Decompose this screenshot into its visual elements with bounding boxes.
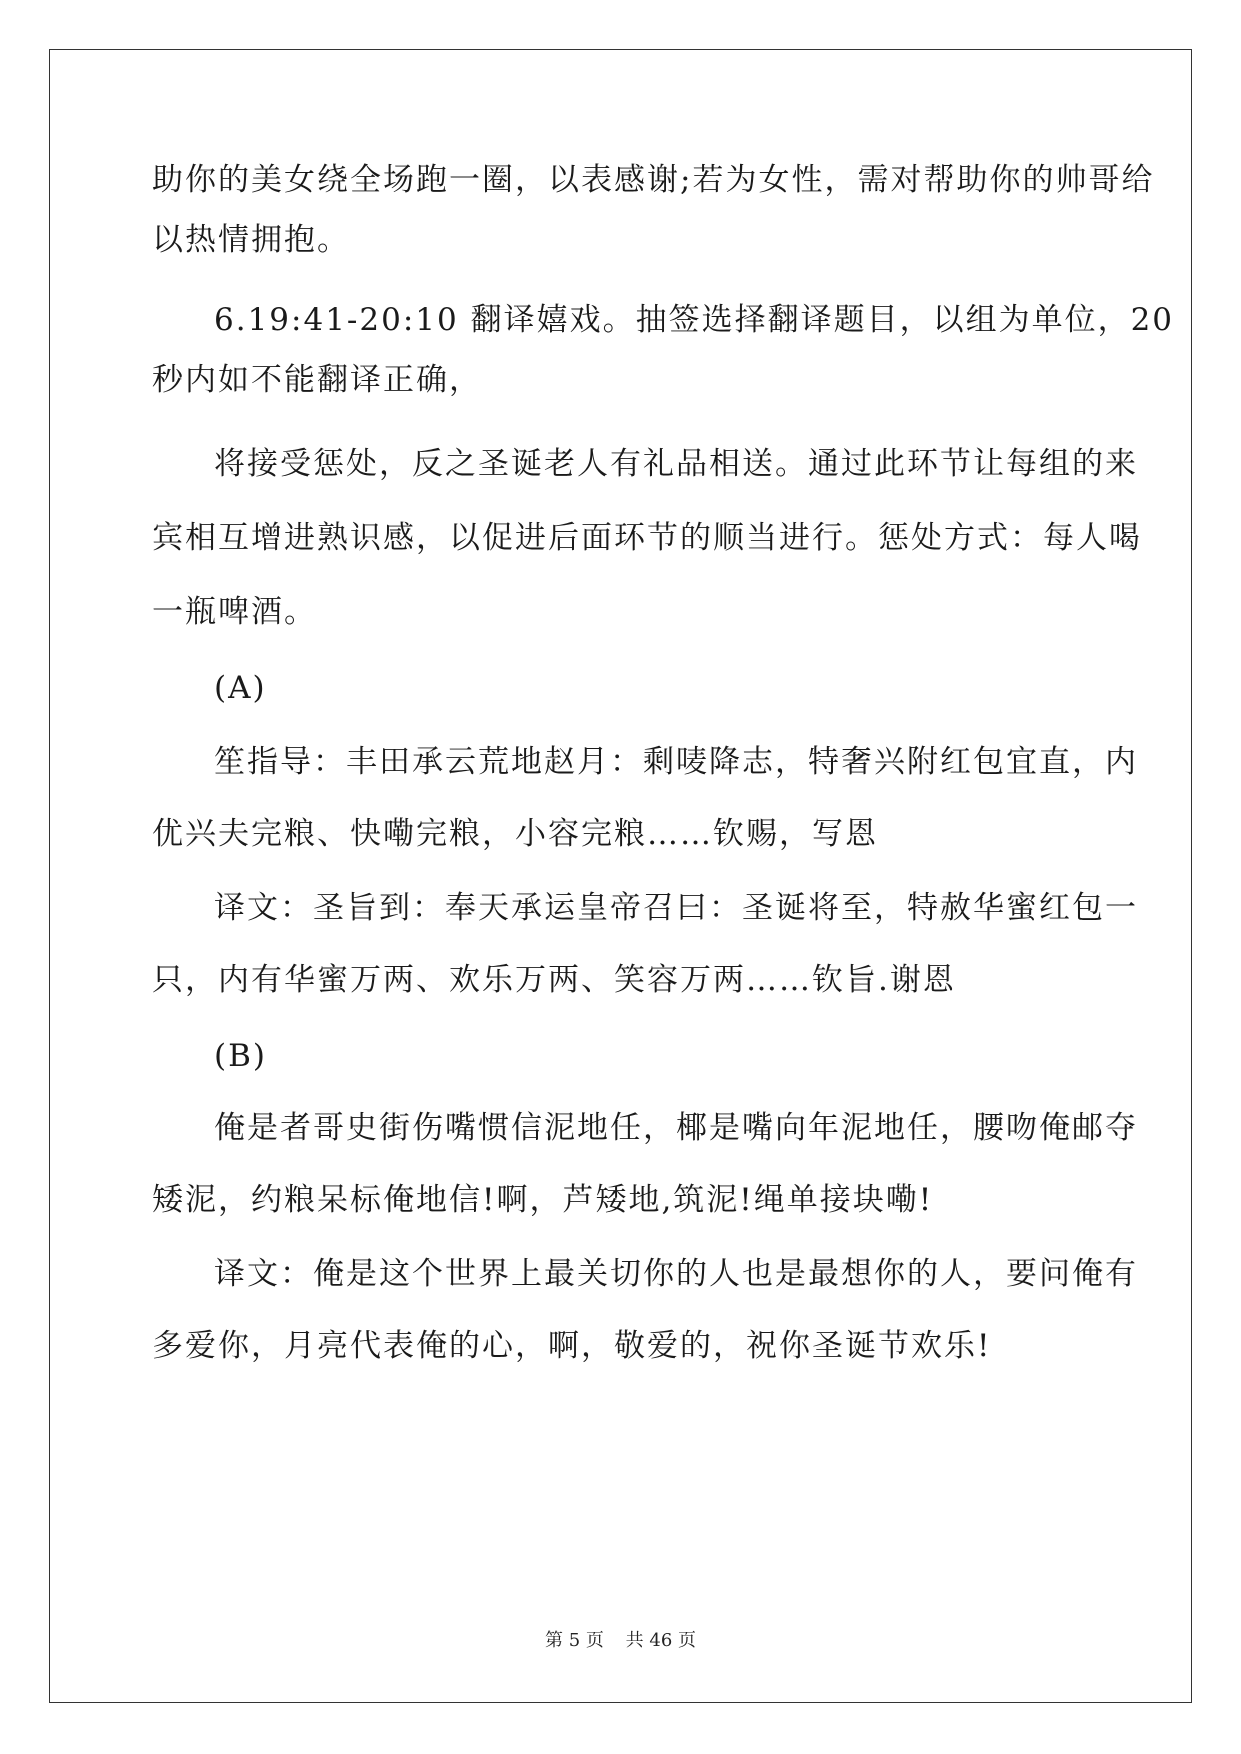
text-line: 译文：俺是这个世界上最关切你的人也是最想你的人，要问俺有 <box>214 1256 1138 1292</box>
text-line: 矮泥，约粮呆标俺地信!啊，芦矮地,筑泥!绳单接块嘞! <box>152 1182 934 1218</box>
page-number: 第 5 页 <box>545 1630 604 1651</box>
page-total: 共 46 页 <box>625 1630 696 1651</box>
text-line: (A) <box>214 670 267 706</box>
text-line: 6.19:41-20:10 翻译嬉戏。抽签选择翻译题目，以组为单位，20 <box>214 302 1175 338</box>
text-line: 助你的美女绕全场跑一圈，以表感谢;若为女性，需对帮助你的帅哥给 <box>152 162 1155 198</box>
text-line: 译文：圣旨到：奉天承运皇帝召曰：圣诞将至，特赦华蜜红包一 <box>214 890 1138 926</box>
text-line: 宾相互增进熟识感，以促进后面环节的顺当进行。惩处方式：每人喝 <box>152 520 1142 556</box>
text-line: 一瓶啤酒。 <box>152 594 317 630</box>
text-line: 多爱你，月亮代表俺的心，啊，敬爱的，祝你圣诞节欢乐! <box>152 1328 992 1364</box>
text-line: 以热情拥抱。 <box>152 222 350 258</box>
text-line: 优兴夫完粮、快嘞完粮，小容完粮……钦赐，写恩 <box>152 816 878 852</box>
page-border <box>49 49 1192 1703</box>
page-footer <box>0 1626 1241 1652</box>
text-line: 笙指导：丰田承云荒地赵月：剩唛降志，特奢兴附红包宜直，内 <box>214 744 1138 780</box>
text-line: (B) <box>214 1038 267 1074</box>
text-line: 俺是者哥史街伤嘴惯信泥地任，椰是嘴向年泥地任，腰吻俺邮夺 <box>214 1110 1138 1146</box>
text-line: 只，内有华蜜万两、欢乐万两、笑容万两……钦旨.谢恩 <box>152 962 956 998</box>
text-line: 将接受惩处，反之圣诞老人有礼品相送。通过此环节让每组的来 <box>214 446 1138 482</box>
text-line: 秒内如不能翻译正确， <box>152 362 482 398</box>
